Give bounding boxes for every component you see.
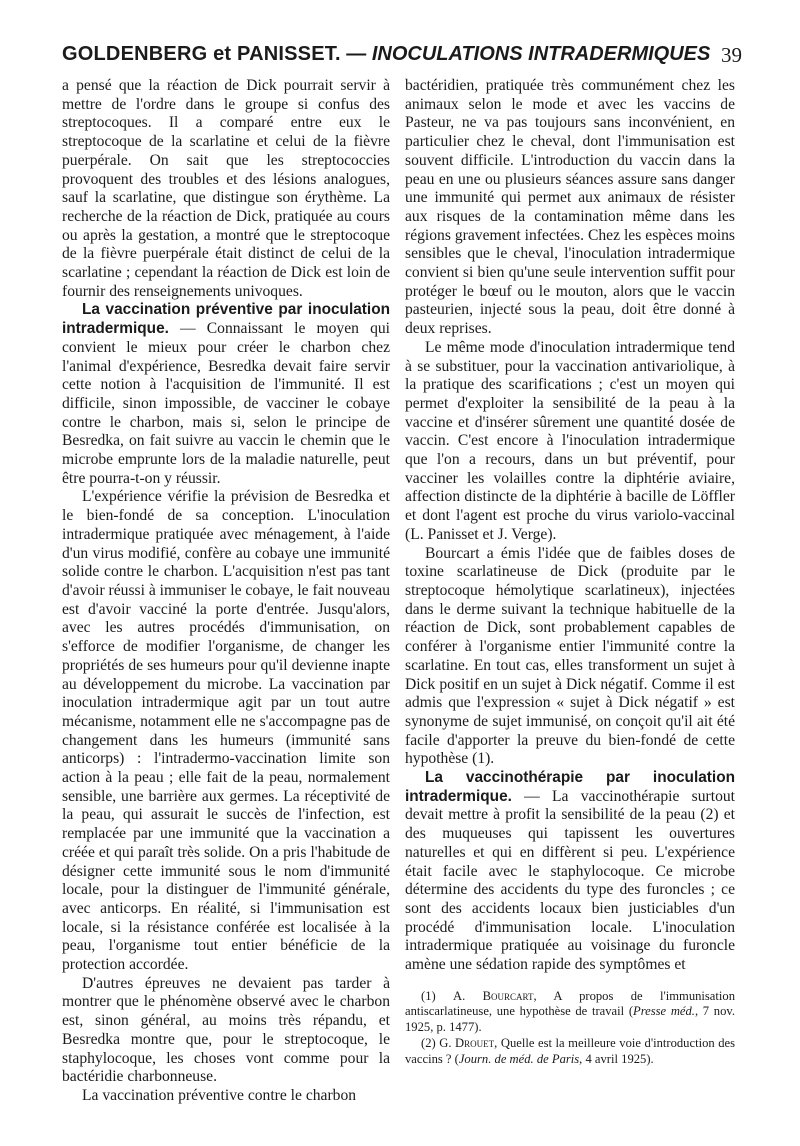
left-column xyxy=(62,77,390,1106)
section-heading: La vaccination préventive par inoculation intradermique. xyxy=(62,301,390,338)
footnotes xyxy=(405,989,735,1068)
right-column xyxy=(405,77,735,975)
running-header xyxy=(62,43,742,73)
paragraph: a pensé que la réaction de Dick pourrait servir à mettre de l'ordre dans le groupe si confus des streptocoques. Il a comparé entre eux le streptocoque de la scarlatine et celui de la fièvre puerpérale. On sait que les streptococcies provoquent des troubles et des lésions analogues, sauf la scarlatine, que distingue son érythème. La recherche de la réaction de Dick, pratiquée au cours ou après la gestation, a montré que le streptocoque de la fièvre puerpérale était distinct de celui de la scarlatine ; cependant la réaction de Dick est loin de fournir des renseignements univoques. xyxy=(62,77,390,300)
paragraph-vaccination-preventive: La vaccination préventive par inoculation intradermique. — Connaissant le moyen qui convient le mieux pour créer le charbon chez l'animal d'expérience, Besredka devait faire servir cette notion à l'acquisition de l'immunité. Il est difficile, sinon impossible, de vacciner le cobaye contre le charbon, mais si, selon le principe de Besredka, on fait suivre au vaccin le chemin que le microbe emprunte lors de la maladie naturelle, peut être pourra-t-on y réussir. xyxy=(62,301,391,487)
header-authors: GOLDENBERG et PANISSET. xyxy=(62,43,341,65)
header-title: INOCULATIONS INTRADERMIQUES xyxy=(371,43,711,65)
paragraph: La vaccination préventive contre le charbon xyxy=(82,1086,357,1104)
footnote-1: (1) A. Bourcart, A propos de l'immunisation antiscarlatineuse, une hypothèse de travail (Presse méd., 7 nov. 1925, p. 1477). xyxy=(405,989,735,1034)
paragraph: Bourcart a émis l'idée que de faibles doses de toxine scarlatineuse de Dick (produite par le streptocoque hémolytique scarlatineux), injectées dans le derme suivant la technique habituelle de la réaction de Dick, sont probablement capables de conférer à l'organisme entier l'immunité contre la scarlatine. En tout cas, elles transforment un sujet à Dick positif en un sujet à Dick négatif. Comme il est admis que l'expression « sujet à Dick négatif » est synonyme de sujet immunisé, on conçoit qu'il ait été facile d'apporter la preuve du bien-fondé de cette hypothèse (1). xyxy=(405,544,735,768)
paragraph: bactéridien, pratiquée très communément chez les animaux selon le mode et avec les vaccins de Pasteur, ne va pas toujours sans inconvénient, en particulier chez le cheval, dont l'immunisation est souvent difficile. L'introduction du vaccin dans la peau en une ou plusieurs séances assure sans danger une immunité qui permet aux animaux de résister aux risques de la contamination même dans les régions gravement infectées. Chez les espèces moins sensibles que le cheval, l'inoculation intradermique convient si bien qu'une seule intervention suffit pour protéger le bœuf ou le mouton, alors que le vaccin pasteurien, injecté sous la peau, doit être donné à deux reprises. xyxy=(405,77,735,338)
header-separator: — xyxy=(346,43,367,65)
page-number: 39 xyxy=(721,43,742,67)
paragraph: Le même mode d'inoculation intradermique tend à se substituer, pour la vaccination antivariolique, à la pratique des scarifications ; c'est un moyen qui permet d'exploiter la sensibilité de la peau à la vaccine et d'insérer sûrement une quantité dosée de vaccin. C'est encore à l'inoculation intradermique que l'on a recours, dans un but préventif, pour vacciner les volailles contre la diphtérie aviaire, affection distincte de la diphtérie à bacille de Löffler et dont l'agent est proche du virus variolo-vaccinal (L. Panisset et J. Verge). xyxy=(405,338,735,543)
footnote-2: (2) G. Drouet, Quelle est la meilleure voie d'introduction des vaccins ? (Journ. de méd. de Paris, 4 avril 1925). xyxy=(405,1036,736,1066)
paragraph: D'autres épreuves ne devaient pas tarder à montrer que le phénomène observé avec le charbon est, sinon général, au moins très répandu, et Besredka montre que, pour le streptocoque, le staphylocoque, les choses vont comme pour la bactéridie charbonneuse. xyxy=(62,974,390,1086)
paragraph: L'expérience vérifie la prévision de Besredka et le bien-fondé de sa conception. L'inoculation intradermique pratiquée avec ménagement, à l'aide d'un virus modifié, confère au cobaye une immunité solide contre le charbon. L'acquisition n'est pas tant d'avoir réussi à immuniser le cobaye, le fait nouveau est d'avoir vacciné la porte d'entrée. Jusqu'alors, avec les autres procédés d'immunisation, on s'efforce de modifier l'organisme, de changer les propriétés de ses humeurs pour qu'il devienne inapte au développement du microbe. La vaccination par inoculation intradermique agit par un tout autre mécanisme, notamment elle ne s'accompagne pas de changement dans les humeurs (immunité sans anticorps) : l'intradermo-vaccination limite son action à la peau ; elle fait de la peau, normalement sensible, une barrière aux germes. La réceptivité de la peau, qui assurait le succès de l'infection, est remplacée par une immunité que la vaccination a créée et qui paraît très solide. On a pris l'habitude de désigner cette immunité sous le nom d'immunité locale, pour la distinguer de l'immunité générale, avec anticorps. En réalité, si l'immunisation est locale, si la résistance conférée est localisée à la peau, l'organisme tout entier bénéficie de la protection accordée. xyxy=(62,488,391,974)
section-heading: La vaccinothérapie par inoculation intradermique. xyxy=(405,769,735,805)
paragraph-vaccinotherapie: La vaccinothérapie par inoculation intradermique. — La vaccinothérapie surtout devait mettre à profit la sensibilité de la peau (2) et des muqueuses qui tapissent les ouvertures naturelles et qui en diffèrent si peu. L'expérience était facile avec le staphylocoque. Ce microbe détermine des accidents du type des furoncles ; ce sont des accidents locaux bien justiciables d'un procédé d'immunisation locale. L'inoculation intradermique pratiquée au voisinage du furoncle amène une sédation rapide des symptômes et xyxy=(405,769,735,974)
